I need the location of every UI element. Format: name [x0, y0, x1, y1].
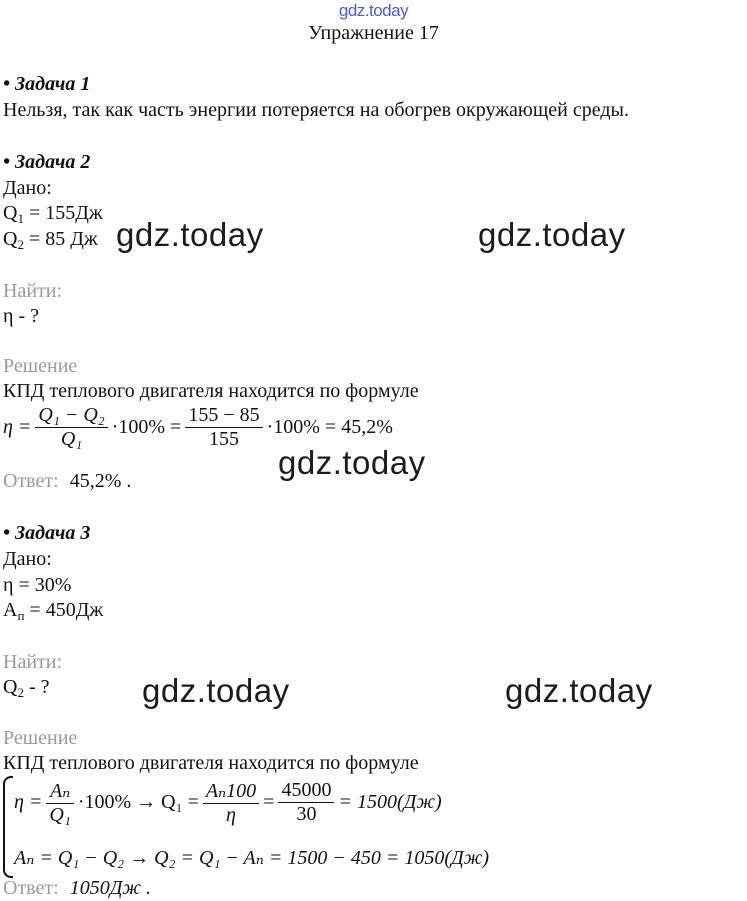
task2-answer: Ответ: 45,2% . — [3, 470, 132, 492]
watermark: gdz.today — [116, 216, 264, 253]
formula-end: ·100% = 45,2% — [266, 416, 393, 438]
task3-eta: η = 30% — [3, 574, 72, 596]
fraction: $\frac{\text{Aₙ100}}{\eta}$ — [203, 778, 259, 827]
fraction: $\frac{45000}{30}$ — [278, 779, 334, 826]
watermark: gdz.today — [278, 444, 426, 481]
task3-given-label: Дано: — [3, 548, 52, 570]
page-title: Упражнение 17 — [308, 22, 439, 44]
task3-heading: • Задача 3 — [3, 522, 91, 544]
task1-heading: • Задача 1 — [3, 73, 91, 95]
formula-mid: ·100% = — [111, 416, 182, 438]
task3-find: $Q_2$ - ? — [3, 676, 50, 700]
fraction: $\frac{155 - 85}{155}$ — [185, 404, 262, 451]
task2-find-label: Найти: — [3, 280, 63, 302]
task2-solution-text: КПД теплового двигателя находится по формуле — [3, 380, 419, 402]
task2-heading: • Задача 2 — [3, 151, 91, 173]
site-header: gdz.today — [338, 1, 409, 20]
task2-q1: $Q_1 = 155Дж$ — [3, 202, 103, 226]
task1-text: Нельзя, так как часть энергии потеряется на обогрев окружающей среды. — [3, 99, 629, 121]
task2-q2: $Q_2 = 85$ Дж — [3, 228, 98, 252]
task2-solution-label: Решение — [3, 355, 78, 377]
fraction: $\frac{\text{Aₙ}}{\text{Q₁}}$ — [46, 778, 73, 827]
task3-formula-line2: Aₙ = Q₁ − Q₂ → Q₂ = Q₁ − Aₙ = 1500 − 450 = 1050(Дж) — [14, 847, 489, 869]
task3-solution-text: КПД теплового двигателя находится по формуле — [3, 752, 419, 774]
task3-solution-label: Решение — [3, 727, 78, 749]
task3-answer: Ответ: 1050Дж . — [3, 877, 152, 899]
task2-find: η - ? — [3, 305, 39, 327]
watermark: gdz.today — [478, 216, 626, 253]
task3-find-label: Найти: — [3, 651, 63, 673]
task2-given-label: Дано: — [3, 177, 52, 199]
task3-formula-line1: η = $\frac{\text{Aₙ}}{\text{Q₁}}$ ·100% → Q₁ = $\frac{\text{Aₙ100}}{\eta}$ = $\frac{45000}{30}$ = 1500(Дж) — [14, 779, 442, 826]
watermark: gdz.today — [142, 672, 290, 709]
fraction: $\frac{\text{Q₁ − Q₂}}{\text{Q₁}}$ — [35, 404, 107, 451]
system-brace — [3, 776, 13, 878]
task3-a: $А_п = 450Дж$ — [3, 599, 104, 623]
formula-eta: η = — [3, 416, 32, 438]
watermark: gdz.today — [505, 672, 653, 709]
